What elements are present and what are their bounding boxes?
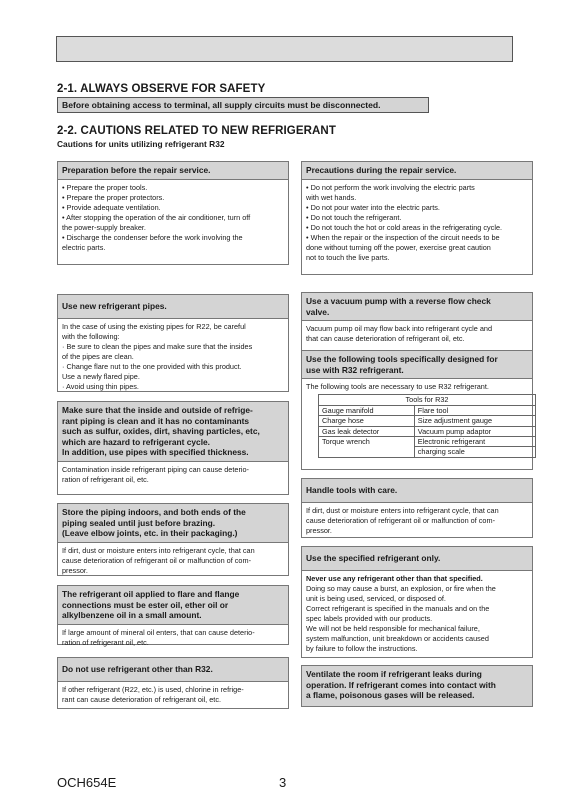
new-pipes-line: Use a newly flared pipe.	[62, 371, 140, 381]
store-piping-title	[58, 504, 288, 543]
no-other-refrigerant-title: Do not use refrigerant other than R32.	[58, 658, 288, 682]
store-piping-body	[58, 543, 288, 579]
specified-warning: Never use any refrigerant other than that specified.	[306, 573, 483, 583]
clean-piping-line: Contamination inside refrigerant piping can cause deterio-	[62, 464, 249, 474]
precaution-item: not to touch the live parts.	[306, 252, 390, 262]
tools-table-cell: Gas leak detector	[319, 426, 415, 436]
refrigerant-oil-line: If large amount of mineral oil enters, that can cause deterio-	[62, 627, 255, 637]
store-piping-box	[57, 503, 289, 576]
precaution-item: • Do not perform the work involving the electric parts	[306, 182, 475, 192]
handle-tools-line: pressor.	[306, 525, 332, 535]
tools-table-row	[319, 437, 536, 447]
vacuum-pump-title	[302, 293, 532, 321]
tools-table-cell: Electronic refrigerant	[414, 437, 535, 447]
store-piping-title-line: (Leave elbow joints, etc. in their packaging.)	[62, 528, 238, 538]
new-pipes-line: with the following:	[62, 331, 120, 341]
new-pipes-line: of the pipes are clean.	[62, 351, 134, 361]
no-other-refrigerant-body	[58, 682, 288, 708]
store-piping-line: pressor.	[62, 565, 88, 575]
specified-refrigerant-title: Use the specified refrigerant only.	[302, 547, 532, 571]
tools-table-row	[319, 426, 536, 436]
precautions-body	[302, 180, 532, 267]
refrigerant-oil-title-line: connections must be ester oil, ether oil or	[62, 599, 229, 610]
specified-refrigerant-line: unit is being used, serviced, or disposed of.	[306, 593, 446, 603]
refrigerant-oil-box	[57, 585, 289, 645]
preparation-box	[57, 161, 289, 265]
vacuum-pump-line: Vacuum pump oil may flow back into refrigerant cycle and	[306, 324, 493, 333]
handle-tools-line: If dirt, dust or moisture enters into refrigerant cycle, that can	[306, 505, 499, 515]
preparation-body	[58, 180, 288, 256]
tools-title-line: Use the following tools specifically designed for	[306, 354, 498, 364]
clean-piping-body	[58, 462, 288, 488]
precaution-item: with wet hands.	[306, 192, 357, 202]
store-piping-title-line: Store the piping indoors, and both ends of the	[62, 507, 246, 517]
preparation-item: • After stopping the operation of the air conditioner, turn off	[62, 212, 251, 222]
precaution-item: • When the repair or the inspection of the circuit needs to be	[306, 232, 500, 242]
precaution-item: • Do not touch the refrigerant.	[306, 212, 402, 222]
tools-title	[302, 351, 532, 379]
vacuum-pump-title-line: Use a vacuum pump with a reverse flow check	[306, 296, 491, 306]
specified-refrigerant-line: We will not be held responsible for mechanical failure,	[306, 623, 480, 633]
clean-piping-title-line: Make sure that the inside and outside of refrige-	[62, 405, 253, 415]
new-pipes-box	[57, 294, 289, 392]
specified-refrigerant-line: Correct refrigerant is specified in the manuals and on the	[306, 603, 490, 613]
tools-table-cell: Charge hose	[319, 416, 415, 426]
ventilate-title-line: Ventilate the room if refrigerant leaks during	[306, 669, 482, 679]
vacuum-pump-line: that can cause deterioration of refrigerant oil, etc.	[306, 334, 465, 344]
specified-refrigerant-line: spec labels provided with our products.	[306, 613, 433, 623]
tools-table-header: Tools for R32	[319, 395, 536, 405]
clean-piping-box	[57, 401, 289, 495]
tools-body	[302, 379, 532, 461]
new-pipes-line: · Avoid using thin pipes.	[62, 381, 139, 391]
new-pipes-line: · Be sure to clean the pipes and make sure that the insides	[62, 341, 253, 351]
preparation-item: electric parts.	[62, 242, 106, 252]
header-bar	[56, 36, 513, 62]
precaution-item: done without turning off the power, exercise great caution	[306, 242, 491, 252]
new-pipes-line: In the case of using the existing pipes for R22, be careful	[62, 321, 246, 331]
ventilate-title-line: operation. If refrigerant comes into contact with	[306, 679, 496, 690]
preparation-item: the power-supply breaker.	[62, 222, 146, 232]
model-number: OCH654E	[57, 775, 117, 790]
refrigerant-oil-line: ration of refrigerant oil, etc.	[62, 637, 149, 647]
new-pipes-body	[58, 319, 288, 395]
clean-piping-title	[58, 402, 288, 462]
new-pipes-line: · Change flare nut to the one provided with this product.	[62, 361, 242, 371]
clean-piping-line: ration of refrigerant oil, etc.	[62, 474, 149, 484]
tools-table-cell: charging scale	[414, 447, 535, 457]
clean-piping-title-line: which are hazard to refrigerant cycle.	[62, 436, 211, 447]
refrigerant-oil-body	[58, 625, 288, 651]
safety-notice: Before obtaining access to terminal, all supply circuits must be disconnected.	[57, 97, 429, 113]
handle-tools-line: cause deterioration of refrigerant oil or malfunction of com-	[306, 515, 495, 525]
tools-table-row	[319, 405, 536, 415]
tools-table	[318, 394, 536, 458]
preparation-item: • Prepare the proper tools.	[62, 182, 148, 192]
handle-tools-title: Handle tools with care.	[302, 479, 532, 503]
tools-intro: The following tools are necessary to use R32 refrigerant.	[306, 382, 489, 391]
page-number: 3	[279, 775, 287, 790]
refrigerant-oil-title-line: alkylbenzene oil in a small amount.	[62, 610, 202, 620]
specified-refrigerant-line: Doing so may cause a burst, an explosion, or fire when the	[306, 583, 496, 593]
refrigerant-oil-title	[58, 586, 288, 625]
tools-box	[301, 350, 533, 470]
clean-piping-title-line: In addition, use pipes with specified thickness.	[62, 447, 249, 457]
clean-piping-title-line: rant piping is clean and it has no contaminants	[62, 415, 250, 426]
vacuum-pump-body	[302, 321, 532, 347]
ventilate-box	[301, 665, 533, 707]
preparation-item: • Prepare the proper protectors.	[62, 192, 165, 202]
store-piping-line: cause deterioration of refrigerant oil or malfunction of com-	[62, 555, 251, 565]
precaution-item: • Do not touch the hot or cold areas in the refrigerating cycle.	[306, 222, 503, 232]
preparation-item: • Discharge the condenser before the work involving the	[62, 232, 243, 242]
precaution-item: • Do not pour water into the electric parts.	[306, 202, 440, 212]
ventilate-title-line: a flame, poisonous gases will be released.	[306, 690, 475, 700]
specified-refrigerant-line: by failure to follow the instructions.	[306, 643, 418, 653]
no-other-refrigerant-line: If other refrigerant (R22, etc.) is used, chlorine in refrige-	[62, 684, 244, 694]
tools-table-cell: Flare tool	[414, 405, 535, 415]
section-heading-refrigerant: 2-2. CAUTIONS RELATED TO NEW REFRIGERANT	[57, 125, 336, 137]
tools-table-cell: Gauge manifold	[319, 405, 415, 415]
precautions-box	[301, 161, 533, 275]
handle-tools-box	[301, 478, 533, 538]
ventilate-title	[302, 666, 532, 706]
handle-tools-body	[302, 503, 532, 539]
specified-refrigerant-body	[302, 571, 532, 658]
section-heading-safety: 2-1. ALWAYS OBSERVE FOR SAFETY	[57, 83, 266, 95]
precautions-title: Precautions during the repair service.	[302, 162, 532, 180]
no-other-refrigerant-box	[57, 657, 289, 709]
specified-refrigerant-line: system malfunction, unit breakdown or accidents caused	[306, 633, 489, 643]
preparation-item: • Provide adequate ventilation.	[62, 202, 161, 212]
tools-table-cell: Torque wrench	[319, 437, 415, 458]
specified-refrigerant-box	[301, 546, 533, 658]
preparation-title: Preparation before the repair service.	[58, 162, 288, 180]
store-piping-line: If dirt, dust or moisture enters into refrigerant cycle, that can	[62, 545, 255, 555]
tools-table-cell: Size adjustment gauge	[414, 416, 535, 426]
tools-table-row	[319, 416, 536, 426]
tools-title-line: use with R32 refrigerant.	[306, 364, 404, 375]
clean-piping-title-line: such as sulfur, oxides, dirt, shaving particles, etc,	[62, 426, 260, 436]
new-pipes-title: Use new refrigerant pipes.	[58, 295, 288, 319]
no-other-refrigerant-line: rant can cause deterioration of refrigerant oil, etc.	[62, 694, 221, 704]
vacuum-pump-title-line: valve.	[306, 306, 330, 317]
tools-table-cell: Vacuum pump adaptor	[414, 426, 535, 436]
refrigerant-subheading: Cautions for units utilizing refrigerant R32	[57, 139, 225, 149]
refrigerant-oil-title-line: The refrigerant oil applied to flare and flange	[62, 589, 240, 599]
store-piping-title-line: piping sealed until just before brazing.	[62, 517, 216, 528]
vacuum-pump-box	[301, 292, 533, 352]
